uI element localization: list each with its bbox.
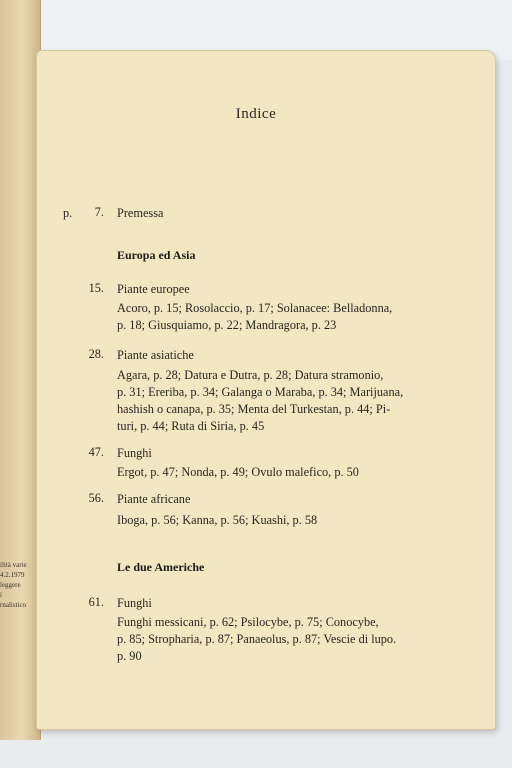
entry-title: Premessa (117, 206, 164, 220)
description-line: Iboga, p. 56; Kanna, p. 56; Kuashi, p. 58 (117, 513, 318, 527)
description-line: hashish o canapa, p. 35; Menta del Turkestan, p. 44; Pi- (117, 402, 391, 416)
section-heading: Le due Americhe (117, 560, 205, 574)
section-heading: Europa ed Asia (117, 248, 196, 262)
entry-title: Piante europee (117, 282, 190, 296)
description-line: p. 85; Stropharia, p. 87; Panaeolus, p. 87; Vescie di lupo. (117, 632, 397, 646)
entry-page-number: 61. (88, 595, 104, 609)
entry-page-number: 28. (88, 347, 104, 361)
description-line: Ergot, p. 47; Nonda, p. 49; Ovulo malefico, p. 50 (117, 465, 359, 479)
entry-description (117, 464, 457, 481)
page-prefix: p. (63, 206, 73, 220)
entry-description (117, 300, 457, 334)
entry-page-number: 15. (88, 281, 104, 295)
entry-page-number: 56. (88, 491, 104, 505)
description-line: Funghi messicani, p. 62; Psilocybe, p. 75; Conocybe, (117, 615, 379, 629)
left-fragment: 4.2.1979 (0, 571, 25, 579)
entry-page-number: 7. (94, 205, 104, 219)
left-fragment: rnalistico (0, 601, 27, 609)
description-line: p. 31; Ereriba, p. 34; Galanga o Maraba, p. 34; Marijuana, (117, 385, 404, 399)
entry-description (117, 367, 457, 435)
left-fragment: leggere (0, 581, 21, 589)
entry-description (117, 614, 457, 665)
description-line: turi, p. 44; Ruta di Siria, p. 45 (117, 419, 265, 433)
entry-title: Funghi (117, 446, 152, 460)
entry-page-number: 47. (88, 445, 104, 459)
entry-title: Piante africane (117, 492, 191, 506)
description-line: Agara, p. 28; Datura e Dutra, p. 28; Datura stramonio, (117, 368, 384, 382)
left-fragment: i (0, 591, 2, 599)
description-line: p. 18; Giusquiamo, p. 22; Mandragora, p. 23 (117, 318, 337, 332)
left-page-text (0, 560, 30, 610)
entry-description (117, 512, 457, 529)
page-title: Indice (235, 106, 277, 122)
description-line: Acoro, p. 15; Rosolaccio, p. 17; Solanacee: Belladonna, (117, 301, 393, 315)
entry-title: Funghi (117, 596, 152, 610)
left-fragment: ilità varie (0, 561, 27, 569)
description-line: p. 90 (117, 649, 142, 663)
entry-title: Piante asiatiche (117, 348, 194, 362)
